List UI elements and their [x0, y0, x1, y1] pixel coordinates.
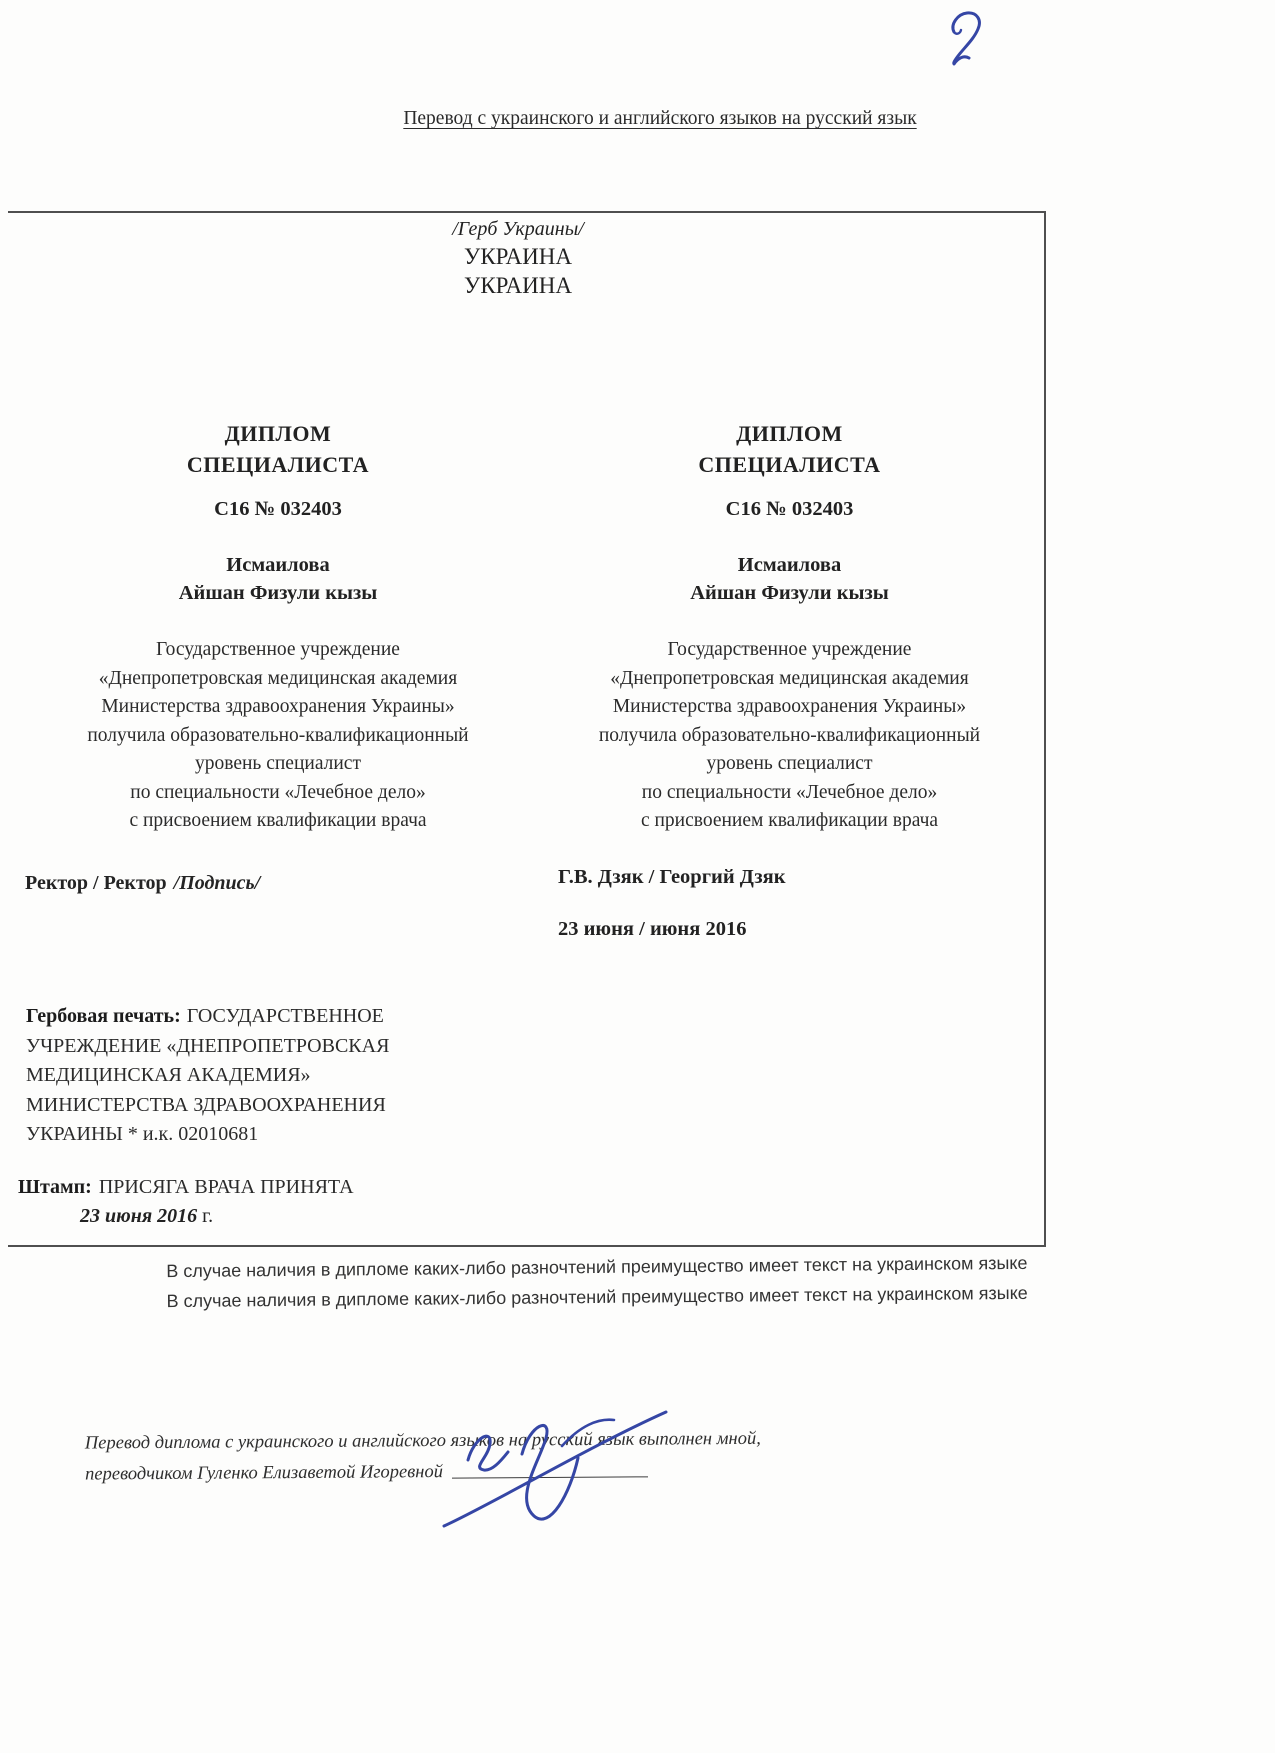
diploma-body-line: Государственное учреждение	[156, 639, 400, 660]
diploma-title-line-1: ДИПЛОМ	[736, 421, 843, 446]
certificate-heading	[278, 216, 758, 300]
diploma-body-line: с присвоением квалификации врача	[129, 810, 427, 831]
rector-role-label: Ректор / Ректор	[25, 872, 167, 894]
graduate-given-names: Айшан Физули кызы	[178, 582, 378, 604]
diploma-body-line: по специальности «Лечебное дело»	[130, 781, 426, 803]
diploma-body-line: Государственное учреждение	[667, 639, 912, 660]
diploma-body-line: получила образовательно-квалификационный	[87, 724, 469, 746]
seal-line: МИНИСТЕРСТВА ЗДРАВООХРАНЕНИЯ	[26, 1093, 386, 1116]
language-precedence-disclaimer	[62, 1247, 1133, 1317]
diploma-title-line-2: СПЕЦИАЛИСТА	[698, 452, 881, 477]
country-name-line-1: УКРАИНА	[464, 244, 572, 269]
diploma-title-line-1: ДИПЛОМ	[224, 421, 332, 446]
diploma-body-line: уровень специалист	[706, 753, 873, 774]
signature-placeholder-note: /Подпись/	[173, 872, 261, 894]
seal-description	[26, 1002, 506, 1150]
diploma-number-right: С16 № 032403	[725, 498, 854, 520]
graduate-given-names: Айшан Физули кызы	[690, 582, 889, 604]
diploma-body-left	[28, 636, 528, 836]
translation-direction-header: Перевод с украинского и английского языков на русский язык	[403, 108, 917, 129]
graduate-name-left	[28, 551, 528, 607]
disclaimer-line-2: В случае наличия в дипломе каких-либо разночтений преимущество имеет текст на украинском языке	[166, 1282, 1028, 1312]
seal-line: УЧРЕЖДЕНИЕ «ДНЕПРОПЕТРОВСКАЯ	[26, 1034, 390, 1057]
diploma-body-line: «Днепропетровская медицинская академия	[610, 667, 969, 689]
translator-note-line-2: переводчиком Гуленко Елизаветой Игоревной	[85, 1462, 444, 1485]
diploma-body-right	[537, 636, 1042, 836]
handwritten-two-glyph	[936, 6, 1006, 76]
graduate-name-right	[537, 551, 1042, 607]
stamp-date: 23 июня 2016	[80, 1205, 198, 1227]
stamp-label: Штамп:	[18, 1176, 92, 1198]
diploma-body-line: получила образовательно-квалификационный	[598, 724, 981, 746]
graduate-surname: Исмаилова	[226, 554, 330, 576]
handwritten-signature-ink	[430, 1398, 680, 1558]
diploma-body-line: «Днепропетровская медицинская академия	[98, 667, 458, 689]
diploma-body-line: по специальности «Лечебное дело»	[641, 781, 938, 803]
rector-signature-line	[25, 872, 260, 895]
diploma-body-line: Министерства здравоохранения Украины»	[101, 696, 455, 717]
disclaimer-line-1: В случае наличия в дипломе каких-либо разночтений преимущество имеет текст на украинском языке	[166, 1252, 1028, 1282]
seal-text: ГОСУДАРСТВЕННОЕ	[186, 1005, 384, 1027]
seal-line: УКРАИНЫ * и.к. 02010681	[26, 1123, 259, 1145]
handwritten-page-number	[936, 6, 1006, 76]
seal-line	[26, 1002, 506, 1032]
stamp-date-line	[80, 1205, 213, 1228]
diploma-body-line: с присвоением квалификации врача	[640, 810, 939, 831]
diploma-number-left: С16 № 032403	[214, 498, 342, 520]
stamp-description	[18, 1176, 354, 1199]
diploma-title-left	[28, 418, 528, 480]
diploma-date-line: 23 июня / июня 2016	[558, 918, 747, 940]
country-name-line-2: УКРАИНА	[464, 273, 572, 298]
rector-name-line: Г.В. Дзяк / Георгий Дзяк	[558, 866, 786, 888]
translator-note-line-1: Перевод диплома с украинского и английского языков на русский язык выполнен мной,	[84, 1428, 761, 1454]
diploma-body-line: Министерства здравоохранения Украины»	[612, 696, 967, 717]
diploma-title-line-2: СПЕЦИАЛИСТА	[186, 452, 370, 477]
stamp-date-suffix: г.	[202, 1205, 214, 1227]
stamp-text: ПРИСЯГА ВРАЧА ПРИНЯТА	[98, 1176, 354, 1198]
seal-line: МЕДИЦИНСКАЯ АКАДЕМИЯ»	[26, 1064, 311, 1086]
diploma-body-line: уровень специалист	[195, 753, 361, 774]
coat-of-arms-note: /Герб Украины/	[452, 218, 584, 240]
translator-signature	[430, 1398, 680, 1558]
graduate-surname: Исмаилова	[737, 554, 842, 576]
diploma-title-right	[537, 418, 1042, 480]
seal-label: Гербовая печать:	[26, 1005, 181, 1027]
